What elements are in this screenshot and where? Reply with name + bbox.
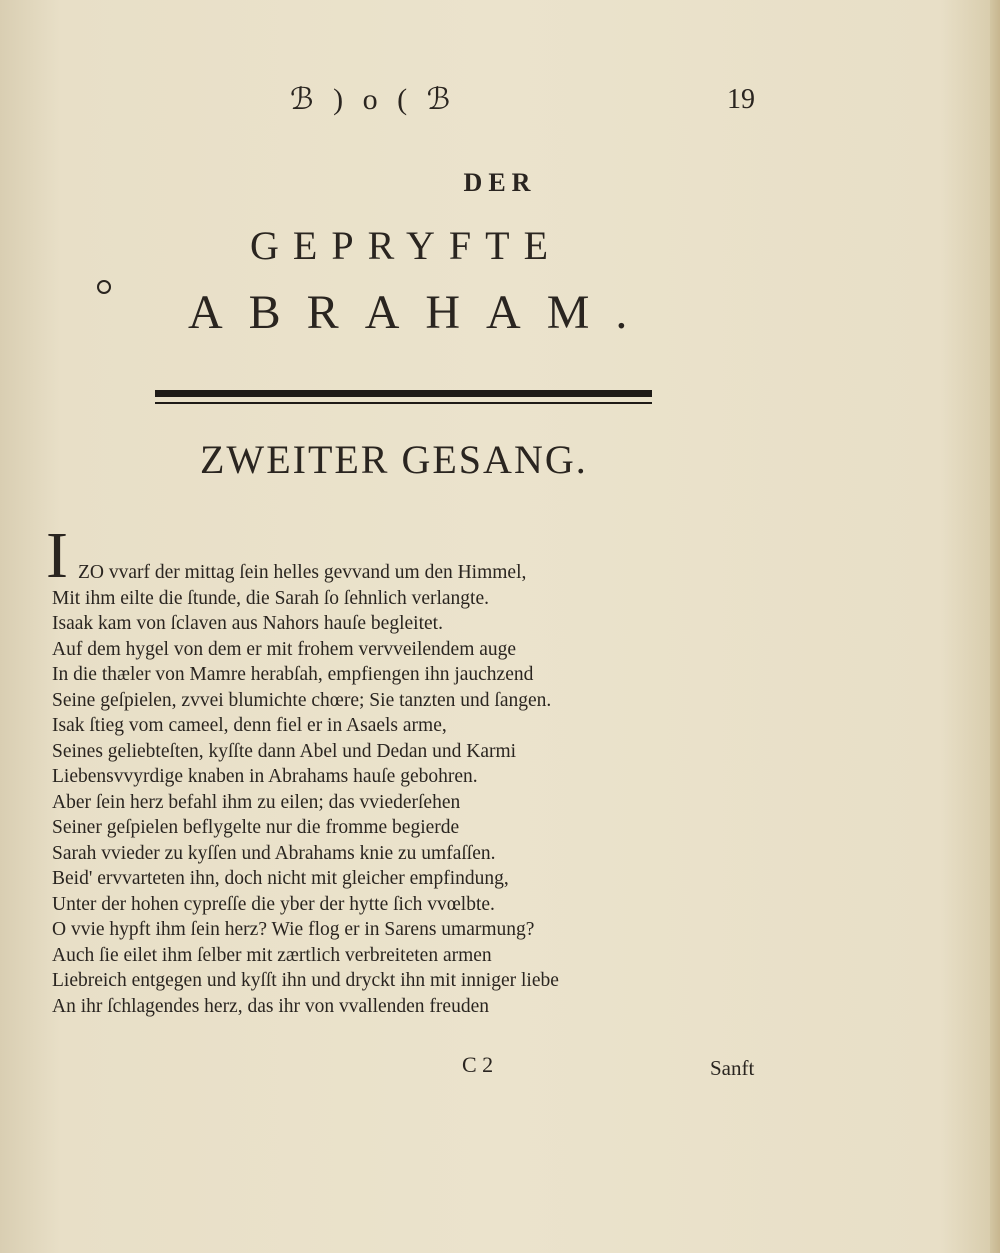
poem-line: Auf dem hygel von dem er mit frohem vervveilendem auge bbox=[52, 638, 517, 660]
poem-line: Isaak kam von ſclaven aus Nahors hauſe begleitet. bbox=[52, 613, 443, 634]
poem-line: An ihr ſchlagendes herz, das ihr von vvallenden freuden bbox=[52, 995, 489, 1017]
title-rule-thick bbox=[155, 390, 652, 397]
poem-line: Liebensvvyrdige knaben in Abrahams hauſe gebohren. bbox=[52, 766, 478, 787]
page-number: 19 bbox=[727, 84, 755, 115]
margin-mark bbox=[97, 280, 111, 294]
poem-line: Unter der hohen cypreſſe die yber der hytte ſich vvœlbte. bbox=[52, 893, 495, 915]
poem-line: Seines geliebteſten, kyſſte dann Abel und Dedan und Karmi bbox=[52, 740, 517, 762]
title-line-2: GEPRYFTE bbox=[250, 223, 563, 268]
poem-body bbox=[52, 560, 672, 1019]
header-ornament: ℬ ) o ( ℬ bbox=[290, 83, 457, 116]
poem-line: Isak ſtieg vom cameel, denn fiel er in Asaels arme, bbox=[52, 715, 447, 736]
poem-line: ZO vvarf der mittag ſein helles gevvand um den Himmel, bbox=[78, 562, 527, 583]
poem-line: O vvie hypft ihm ſein herz? Wie flog er in Sarens umarmung? bbox=[52, 919, 535, 940]
catchword: Sanft bbox=[710, 1056, 755, 1080]
poem-line: Beid' ervvarteten ihn, doch nicht mit gleicher empfindung, bbox=[52, 868, 509, 889]
poem-line: Mit ihm eilte die ſtunde, die Sarah ſo ſehnlich verlangte. bbox=[52, 587, 490, 609]
running-header bbox=[0, 80, 1000, 120]
poem-line: In die thæler von Mamre herabſah, empfiengen ihn jauchzend bbox=[52, 664, 534, 685]
section-title: ZWEITER GESANG. bbox=[200, 437, 588, 482]
poem-line: Sarah vvieder zu kyſſen und Abrahams knie zu umfaſſen. bbox=[52, 842, 496, 864]
poem-line: Seine geſpielen, zvvei blumichte chœre; Sie tanzten und ſangen. bbox=[52, 689, 552, 711]
drop-cap: I bbox=[46, 519, 68, 592]
signature-mark: C 2 bbox=[462, 1052, 494, 1077]
title-line-3: ABRAHAM. bbox=[188, 286, 654, 339]
poem-line: Auch ſie eilet ihm ſelber mit zærtlich verbreiteten armen bbox=[52, 944, 492, 966]
title-line-1: DER bbox=[463, 168, 537, 197]
poem-line: Seiner geſpielen beflygelte nur die fromme begierde bbox=[52, 817, 460, 838]
poem-line: Aber ſein herz befahl ihm zu eilen; das vviederſehen bbox=[52, 791, 461, 813]
title-rule-thin bbox=[155, 402, 652, 404]
poem-line: Liebreich entgegen und kyſſt ihn und dryckt ihn mit inniger liebe bbox=[52, 970, 559, 991]
